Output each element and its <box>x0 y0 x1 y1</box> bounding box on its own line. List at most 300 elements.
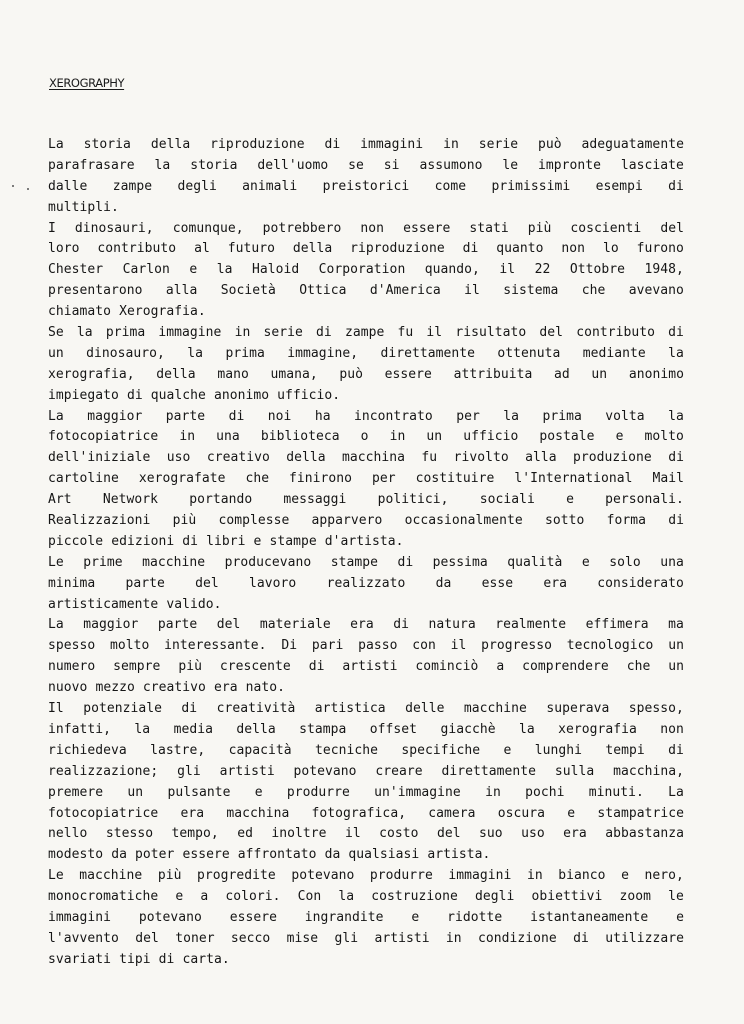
word: mano <box>217 366 249 382</box>
word: impronte <box>538 157 602 173</box>
word: potevano <box>291 868 355 884</box>
word: realmente <box>495 617 567 633</box>
word: un <box>668 659 684 675</box>
word: degli <box>177 178 217 194</box>
word: obiettivi <box>531 889 603 905</box>
word: in <box>443 137 459 152</box>
word: effimera <box>585 617 649 633</box>
word: affrontato <box>237 847 317 863</box>
word: chiamato <box>48 304 112 320</box>
word: era <box>180 805 205 821</box>
word: parafrasare <box>48 157 135 173</box>
text-line <box>48 762 684 783</box>
word: qualsiasi <box>348 847 420 863</box>
word: un <box>127 784 144 800</box>
word: la <box>518 721 535 737</box>
word: nero, <box>644 868 684 884</box>
text-line <box>48 407 684 428</box>
word: preistorici <box>322 178 410 194</box>
word: Art <box>48 492 72 508</box>
word: carta. <box>182 951 230 967</box>
word: Carlon <box>122 262 170 278</box>
word: infatti, <box>48 721 112 737</box>
word: in <box>389 429 406 445</box>
word: di <box>668 178 684 194</box>
word: l'International <box>514 471 633 487</box>
word: può <box>538 137 562 152</box>
word: sociali <box>479 492 535 508</box>
word: un'immagine <box>374 784 461 800</box>
word: di <box>462 241 479 257</box>
word: fotografica, <box>311 805 407 821</box>
word: di <box>158 951 175 967</box>
word: da <box>324 847 341 863</box>
word: poter <box>135 847 175 863</box>
text-line <box>48 177 684 198</box>
word: creativo <box>206 450 270 466</box>
word: come <box>434 178 467 194</box>
text-line <box>48 824 684 845</box>
word: può <box>339 366 364 382</box>
word: lavoro <box>249 575 297 591</box>
word: risultato <box>455 325 527 341</box>
word: fu <box>397 325 414 341</box>
text-line <box>48 866 684 887</box>
word: numero <box>48 659 96 675</box>
word: era <box>213 680 238 696</box>
word: utilizzare <box>605 930 684 946</box>
word: furono <box>636 241 684 257</box>
word: più <box>172 513 197 529</box>
word: era <box>350 617 374 633</box>
word: che <box>245 471 270 487</box>
document-title: XEROGRAPHY <box>49 76 125 90</box>
word: minuti. <box>588 784 644 800</box>
word: biblioteca <box>260 429 340 445</box>
word: stampe <box>269 533 317 549</box>
word: da <box>111 847 127 863</box>
word: e <box>581 554 590 570</box>
text-line <box>48 135 684 156</box>
text-line <box>48 887 684 908</box>
word: xerografia, <box>48 366 135 382</box>
word: La <box>668 784 684 800</box>
word: ha <box>314 408 331 424</box>
word: molto <box>644 429 684 445</box>
word: La <box>48 408 64 424</box>
word: delle <box>405 701 445 717</box>
word: interessante. <box>164 638 267 654</box>
word: da <box>435 575 452 591</box>
word: cominciò <box>415 659 479 675</box>
word: parte <box>125 575 165 591</box>
word: direttamente <box>380 345 475 361</box>
word: il <box>464 283 480 299</box>
word: realizzazione; <box>48 763 159 779</box>
word: progresso <box>481 638 553 654</box>
word: di <box>668 742 684 758</box>
word: secco <box>230 930 271 946</box>
text-line <box>48 239 684 260</box>
word: oscura <box>497 805 546 821</box>
word: finirono <box>289 471 353 487</box>
word: Network <box>102 492 158 508</box>
word: spesso <box>48 638 96 654</box>
word: Mail <box>652 471 684 487</box>
word: dell'uomo <box>257 157 329 173</box>
word: complesse <box>218 513 290 529</box>
word: un <box>591 366 608 382</box>
word: del <box>135 930 159 946</box>
word: con <box>412 638 436 654</box>
word: di <box>316 325 332 341</box>
word: crescente <box>219 659 291 675</box>
word: condizione <box>478 930 557 946</box>
word: zoom <box>619 889 652 905</box>
word: di <box>228 408 245 424</box>
word: passo <box>358 638 398 654</box>
word: più <box>527 220 552 236</box>
word: piccole <box>48 533 104 549</box>
word: costituire <box>415 471 495 487</box>
word: portando <box>189 492 253 508</box>
word: primissimi <box>491 178 571 194</box>
word: e <box>567 805 576 821</box>
word: in <box>526 868 543 884</box>
word: personali. <box>605 492 684 508</box>
word: più <box>178 659 202 675</box>
word: minima <box>48 575 96 591</box>
word: pessima <box>432 554 488 570</box>
text-line <box>48 615 684 636</box>
word: artisticamente <box>48 596 159 612</box>
word: e <box>621 868 629 884</box>
word: ed <box>237 826 253 842</box>
word: zampe <box>112 178 153 194</box>
word: stati <box>469 220 509 236</box>
word: adeguatamente <box>581 137 684 152</box>
text-line <box>48 595 684 616</box>
word: o <box>360 429 369 445</box>
word: ottenuta <box>497 345 561 361</box>
word: stesso <box>105 826 154 842</box>
word: artistica <box>314 701 386 717</box>
word: cartoline <box>48 471 119 487</box>
word: anonimo <box>628 366 684 382</box>
word: di <box>393 617 410 633</box>
word: la <box>503 408 520 424</box>
text-line <box>48 365 684 386</box>
word: la <box>154 157 171 173</box>
word: assumono <box>419 157 483 173</box>
text-line <box>48 929 684 950</box>
text-line <box>48 260 684 281</box>
word: essere <box>384 366 432 382</box>
word: alla <box>525 450 557 466</box>
word: di <box>308 659 325 675</box>
text-line <box>48 804 684 825</box>
word: tecniche <box>315 742 379 758</box>
word: di <box>668 513 684 529</box>
word: la <box>338 889 355 905</box>
word: un <box>48 345 64 361</box>
word: la <box>134 721 151 737</box>
word: produrre <box>369 868 433 884</box>
word: Di <box>281 638 298 654</box>
word: storia <box>190 157 238 173</box>
word: rivolto <box>453 450 509 466</box>
text-line <box>48 845 684 866</box>
word: lunghi <box>534 742 583 758</box>
word: quando, <box>424 262 480 278</box>
word: Ottobre <box>569 262 626 278</box>
word: la <box>668 345 684 361</box>
word: immagine, <box>287 345 359 361</box>
text-line <box>48 908 684 929</box>
word: Società <box>220 283 276 299</box>
word: giacchè <box>440 721 496 737</box>
word: gli <box>177 763 201 779</box>
word: di <box>324 137 341 152</box>
word: fotocopiatrice <box>48 805 159 821</box>
word: il <box>344 826 361 842</box>
word: qualche <box>150 387 206 403</box>
word: noi <box>267 408 292 424</box>
word: creatività <box>216 701 296 717</box>
word: uso <box>521 826 545 842</box>
word: I <box>48 220 56 236</box>
text-line <box>48 219 684 240</box>
word: superava <box>546 701 610 717</box>
word: parte <box>165 408 206 424</box>
word: e <box>566 492 574 508</box>
word: inoltre <box>271 826 327 842</box>
word: pochi <box>525 784 565 800</box>
word: Le <box>48 554 64 570</box>
word: immagini <box>48 909 112 925</box>
word: qualità <box>507 554 563 570</box>
word: macchina <box>342 450 406 466</box>
word: la <box>216 262 233 278</box>
word: istantaneamente <box>530 909 649 925</box>
word: realizzato <box>326 575 406 591</box>
word: una <box>660 554 684 570</box>
word: xerografia <box>558 721 637 737</box>
text-line <box>48 678 684 699</box>
word: ridotte <box>447 909 503 925</box>
word: quanto <box>496 241 544 257</box>
word: La <box>48 617 64 633</box>
word: prime <box>83 554 123 570</box>
word: Xerografia. <box>119 304 206 320</box>
word: e <box>175 889 184 905</box>
word: e <box>503 742 512 758</box>
word: materiale <box>259 617 331 633</box>
word: coscienti <box>570 220 642 236</box>
word: lo <box>602 241 619 257</box>
word: bianco <box>558 868 606 884</box>
word: ad <box>554 366 570 382</box>
text-line <box>48 574 684 595</box>
word: si <box>383 157 400 173</box>
word: che <box>626 659 651 675</box>
word: avevano <box>628 283 684 299</box>
word: futuro <box>227 241 275 257</box>
word: di <box>573 930 589 946</box>
word: solo <box>609 554 641 570</box>
word: ufficio. <box>277 387 341 403</box>
word: 22 <box>534 262 551 278</box>
word: per <box>372 471 396 487</box>
text-line <box>48 323 684 344</box>
word: creativo <box>142 680 206 696</box>
word: in <box>445 930 462 946</box>
word: il <box>426 325 443 341</box>
word: fu <box>421 450 438 466</box>
text-line <box>48 490 684 511</box>
word: ingrandite <box>304 909 384 925</box>
word: mise <box>286 930 319 946</box>
word: un <box>668 638 684 654</box>
word: il <box>499 262 516 278</box>
word: storia <box>83 137 131 152</box>
word: e <box>254 784 263 800</box>
word: Haloid <box>251 262 300 278</box>
word: esse <box>481 575 514 591</box>
text-line <box>48 386 684 407</box>
text-line <box>48 156 684 177</box>
word: per <box>456 408 480 424</box>
word: mediante <box>582 345 646 361</box>
word: di <box>181 701 198 717</box>
word: suo <box>479 826 503 842</box>
text-line <box>48 741 684 762</box>
word: postale <box>539 429 595 445</box>
word: premere <box>48 784 104 800</box>
word: immagini <box>448 868 512 884</box>
word: l'avvento <box>48 930 119 946</box>
word: attribuita <box>453 366 533 382</box>
word: in <box>179 429 196 445</box>
word: più <box>157 868 182 884</box>
word: la <box>76 325 93 341</box>
word: al <box>194 241 210 257</box>
word: artista. <box>427 847 491 863</box>
word: il <box>450 638 467 654</box>
word: macchina, <box>613 763 684 779</box>
word: della <box>156 366 196 382</box>
word: multipli. <box>48 199 119 215</box>
text-line <box>48 783 684 804</box>
text-line <box>48 532 684 553</box>
word: contributo <box>576 325 655 341</box>
word: considerato <box>597 575 684 591</box>
word: macchine <box>142 554 206 570</box>
word: richiedeva <box>48 742 127 758</box>
word: contributo <box>97 241 177 257</box>
text-line <box>48 553 684 574</box>
word: del <box>216 617 241 633</box>
word: della <box>150 137 191 152</box>
word: creare <box>375 763 423 779</box>
word: sistema <box>503 283 559 299</box>
word: d'America <box>369 283 441 299</box>
word: nello <box>48 826 88 842</box>
word: potenziale <box>83 701 162 717</box>
word: maggior <box>83 617 139 633</box>
word: Corporation <box>318 262 406 278</box>
word: di <box>668 325 684 341</box>
word: essere <box>229 909 277 925</box>
word: 1948, <box>644 262 684 278</box>
word: progredite <box>197 868 276 884</box>
word: Con <box>297 889 322 905</box>
word: anonimo <box>213 387 270 403</box>
text-line <box>48 448 684 469</box>
word: capacità <box>228 742 292 758</box>
word: in <box>234 325 251 341</box>
word: xerografate <box>138 471 226 487</box>
word: del <box>539 325 564 341</box>
word: edizioni <box>111 533 175 549</box>
word: modesto <box>48 847 104 863</box>
word: era <box>543 575 568 591</box>
word: offset <box>369 721 418 737</box>
word: e <box>189 262 198 278</box>
word: della <box>292 241 333 257</box>
word: stampe <box>330 554 378 570</box>
text-line <box>48 511 684 532</box>
word: apparvero <box>311 513 383 529</box>
word: macchine <box>79 868 143 884</box>
word: spesso, <box>628 701 684 717</box>
word: immagine <box>158 325 222 341</box>
word: lastre, <box>150 742 206 758</box>
word: natura <box>428 617 476 633</box>
text-line <box>48 636 684 657</box>
word: occasionalmente <box>404 513 523 529</box>
word: d'artista. <box>324 533 404 549</box>
text-line <box>48 469 684 490</box>
word: comunque, <box>172 220 244 236</box>
word: e <box>253 533 262 549</box>
word: prima <box>105 325 146 341</box>
word: La <box>48 137 64 152</box>
word: un <box>426 429 443 445</box>
word: non <box>360 220 385 236</box>
word: sulla <box>554 763 595 779</box>
word: della <box>286 450 326 466</box>
word: in <box>485 784 501 800</box>
word: non <box>660 721 684 737</box>
word: libri <box>206 533 246 549</box>
word: loro <box>48 241 80 257</box>
word: presentarono <box>48 283 143 299</box>
word: artisti <box>219 763 275 779</box>
word: volta <box>605 408 645 424</box>
word: prima <box>225 345 265 361</box>
word: dell'iniziale <box>48 450 151 466</box>
word: mezzo <box>95 680 135 696</box>
word: tempi <box>605 742 645 758</box>
word: e <box>676 909 684 925</box>
word: tecnologico <box>566 638 654 654</box>
word: tipi <box>119 951 151 967</box>
word: gli <box>334 930 359 946</box>
word: essere <box>403 220 451 236</box>
word: svariati <box>48 951 112 967</box>
word: di <box>182 533 199 549</box>
